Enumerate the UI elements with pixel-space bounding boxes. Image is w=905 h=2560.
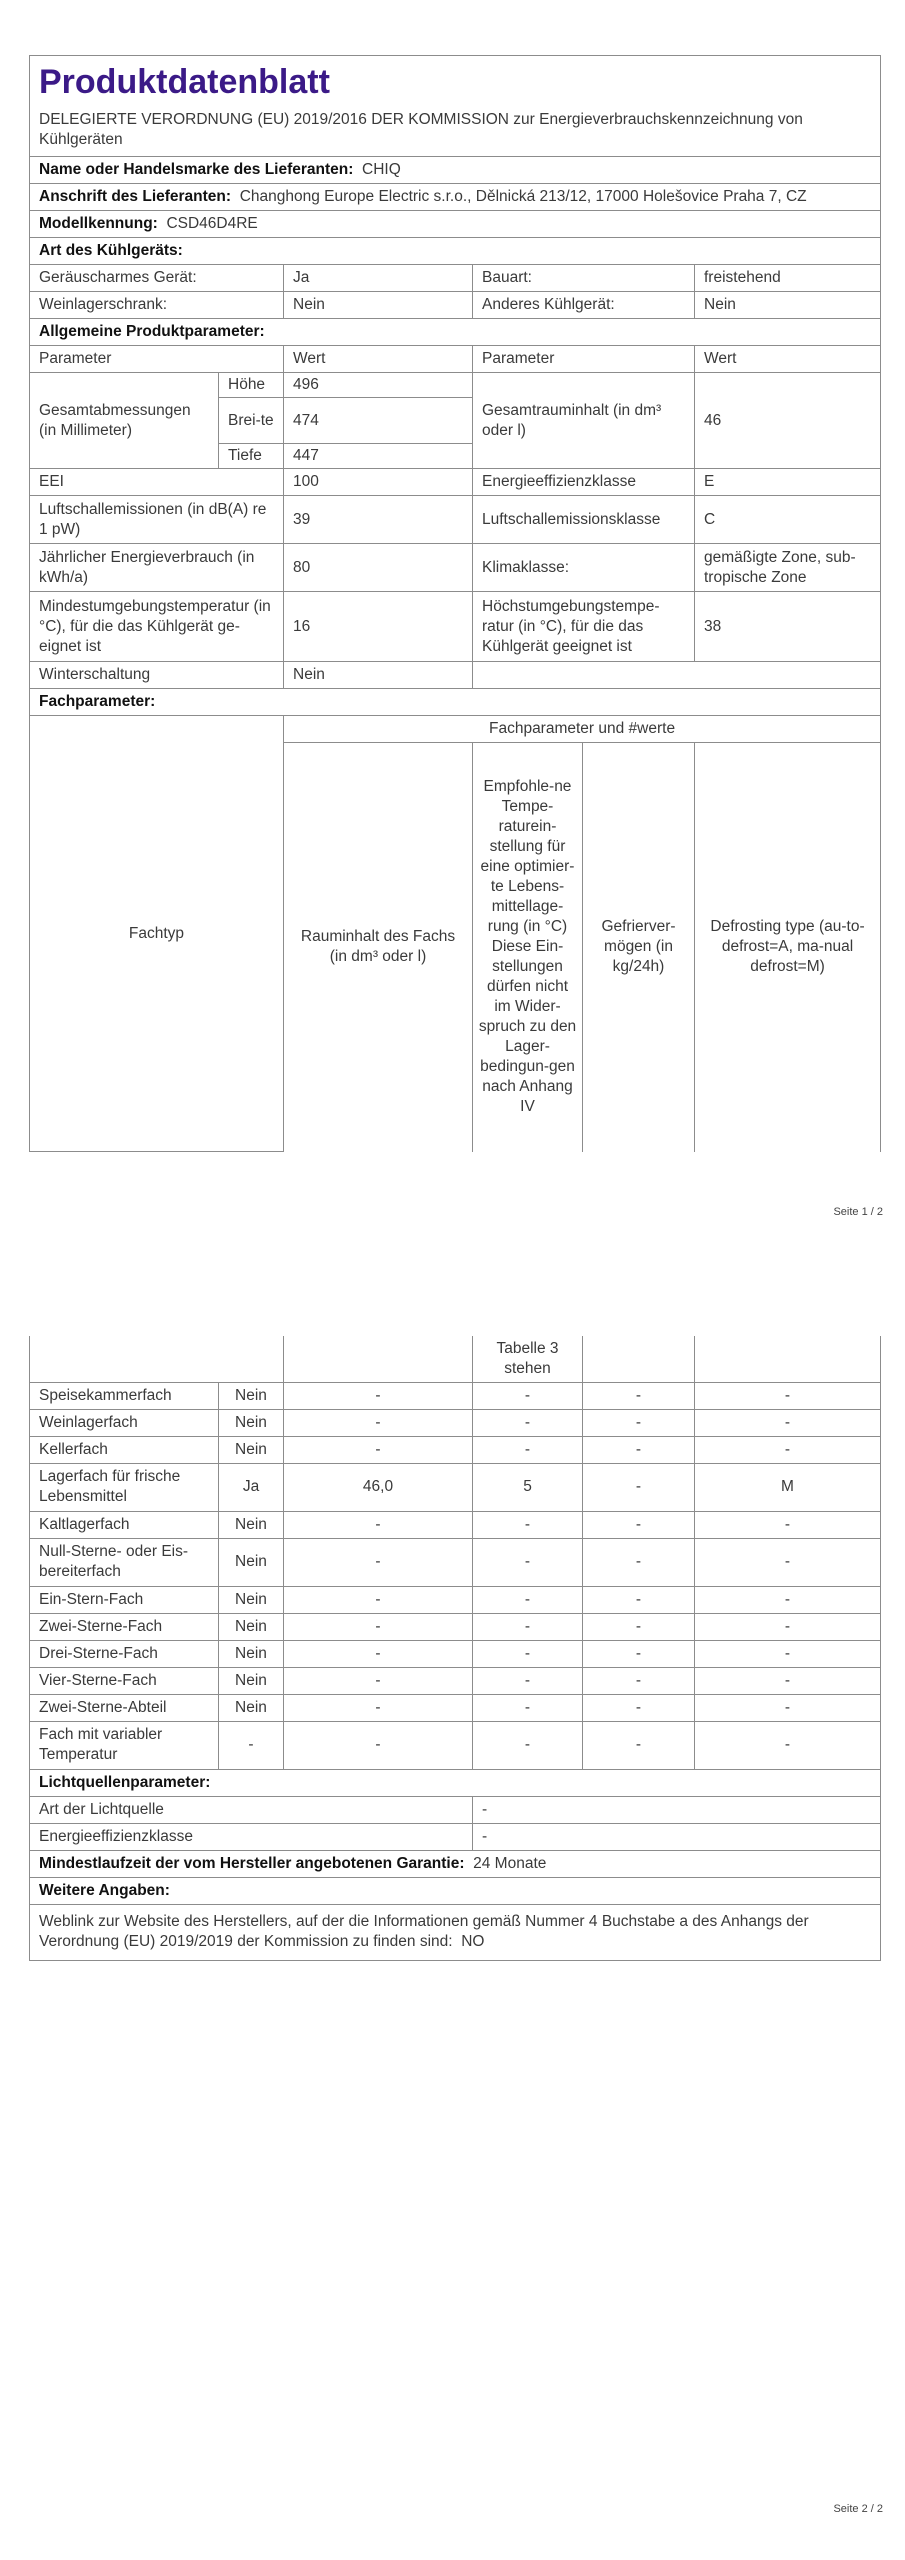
compartment-present: Nein bbox=[219, 1586, 284, 1613]
page-number-1: Seite 1 / 2 bbox=[833, 1206, 883, 1218]
further-info-value: NO bbox=[461, 1933, 485, 1950]
light-source-class-label: Energieeffizienzklasse bbox=[30, 1823, 473, 1850]
compartment-defrost-type: - bbox=[695, 1694, 881, 1721]
datasheet-table-part-2 bbox=[29, 1336, 881, 1961]
compartment-row bbox=[30, 1586, 881, 1613]
energy-consumption-label: Jährlicher Energieverbrauch (in kWh/a) bbox=[30, 544, 284, 592]
energy-class-value: E bbox=[695, 469, 881, 496]
compartment-volume: - bbox=[284, 1511, 473, 1538]
compartment-name: Zwei-Sterne-Fach bbox=[30, 1613, 219, 1640]
compartment-volume: - bbox=[284, 1382, 473, 1409]
compartment-row bbox=[30, 1667, 881, 1694]
compartment-temp: - bbox=[473, 1382, 583, 1409]
compartment-name: Speisekammerfach bbox=[30, 1382, 219, 1409]
compartment-temp: - bbox=[473, 1586, 583, 1613]
light-source-heading: Lichtquellenparameter: bbox=[30, 1769, 881, 1796]
climate-class-value: gemäßigte Zone, sub-tropische Zone bbox=[695, 544, 881, 592]
compartment-volume: - bbox=[284, 1640, 473, 1667]
compartment-freezing-capacity: - bbox=[583, 1667, 695, 1694]
compartment-volume: - bbox=[284, 1721, 473, 1769]
compartment-freezing-capacity: - bbox=[583, 1436, 695, 1463]
compartment-present: Nein bbox=[219, 1667, 284, 1694]
compartment-temp: - bbox=[473, 1667, 583, 1694]
winter-label: Winterschaltung bbox=[30, 662, 284, 689]
compartment-present: Nein bbox=[219, 1511, 284, 1538]
compartment-type-header: Fachtyp bbox=[30, 716, 284, 1152]
compartment-present: Nein bbox=[219, 1382, 284, 1409]
compartment-present: Nein bbox=[219, 1409, 284, 1436]
freezing-capacity-header-cont bbox=[583, 1336, 695, 1382]
compartment-name: Vier-Sterne-Fach bbox=[30, 1667, 219, 1694]
regulation-text: DELEGIERTE VERORDNUNG (EU) 2019/2016 DER KOMMISSION zur Energieverbrauchskennzeichnung von Kühlgeräten bbox=[39, 111, 803, 148]
supplier-row bbox=[30, 157, 881, 184]
general-params-heading: Allgemeine Produktparameter: bbox=[30, 319, 881, 346]
compartment-temp-header: Empfohle-ne Tempe-raturein-stellung für eine optimier-te Lebens-mittellage-rung (in °C) Diese Ein-stellungen dürfen nicht im Wider-spruch zu den Lager-bedingun-gen nach Anhang IV bbox=[473, 743, 583, 1152]
low-noise-label: Geräuscharmes Gerät: bbox=[30, 265, 284, 292]
noise-class-label: Luftschallemissionsklasse bbox=[473, 496, 695, 544]
min-temp-value: 16 bbox=[284, 592, 473, 662]
model-row bbox=[30, 211, 881, 238]
wine-cabinet-value: Nein bbox=[284, 292, 473, 319]
compartment-row bbox=[30, 1538, 881, 1586]
height-value: 496 bbox=[284, 373, 473, 398]
further-info-text: Weblink zur Website des Herstellers, auf der die Informationen gemäß Nummer 4 Buchstabe a des Anhangs der Verordnung (EU) 2019/2019 der Kommission zu finden sind: bbox=[39, 1913, 809, 1950]
compartment-present: - bbox=[219, 1721, 284, 1769]
compartment-defrost-type: - bbox=[695, 1382, 881, 1409]
compartment-defrost-type: - bbox=[695, 1721, 881, 1769]
compartment-volume: 46,0 bbox=[284, 1463, 473, 1511]
compartment-volume: - bbox=[284, 1586, 473, 1613]
compartment-temp: - bbox=[473, 1721, 583, 1769]
compartment-present: Nein bbox=[219, 1640, 284, 1667]
depth-label: Tiefe bbox=[219, 444, 284, 469]
compartment-freezing-capacity: - bbox=[583, 1463, 695, 1511]
depth-value: 447 bbox=[284, 444, 473, 469]
compartment-present: Nein bbox=[219, 1613, 284, 1640]
compartment-defrost-type: - bbox=[695, 1511, 881, 1538]
address-label: Anschrift des Lieferanten: bbox=[39, 188, 232, 205]
dimensions-label: Gesamtabmessungen (in Millimeter) bbox=[30, 373, 219, 469]
compartment-name: Kaltlagerfach bbox=[30, 1511, 219, 1538]
warranty-row bbox=[30, 1850, 881, 1877]
model-value: CSD46D4RE bbox=[166, 215, 258, 232]
compartment-freezing-capacity: - bbox=[583, 1538, 695, 1586]
page-title: Produktdatenblatt bbox=[39, 63, 330, 101]
defrost-type-header: Defrosting type (au-to-defrost=A, ma-nual defrost=M) bbox=[695, 743, 881, 1152]
compartment-temp: - bbox=[473, 1409, 583, 1436]
compartment-freezing-capacity: - bbox=[583, 1511, 695, 1538]
compartment-row bbox=[30, 1640, 881, 1667]
compartment-volume: - bbox=[284, 1538, 473, 1586]
compartment-name: Null-Sterne- oder Eis-bereiterfach bbox=[30, 1538, 219, 1586]
compartment-present: Ja bbox=[219, 1463, 284, 1511]
compartment-temp: 5 bbox=[473, 1463, 583, 1511]
compartment-defrost-type: - bbox=[695, 1538, 881, 1586]
compartment-temp: - bbox=[473, 1694, 583, 1721]
value-header-right: Wert bbox=[695, 346, 881, 373]
min-temp-label: Mindestumgebungstemperatur (in °C), für die das Kühlgerät ge-eignet ist bbox=[30, 592, 284, 662]
compartment-present: Nein bbox=[219, 1436, 284, 1463]
warranty-value: 24 Monate bbox=[473, 1854, 547, 1872]
compartment-temp: - bbox=[473, 1538, 583, 1586]
empty-cell bbox=[473, 662, 881, 689]
eei-value: 100 bbox=[284, 469, 473, 496]
param-header-left: Parameter bbox=[30, 346, 284, 373]
compartment-present: Nein bbox=[219, 1538, 284, 1586]
address-row bbox=[30, 184, 881, 211]
compartment-name: Fach mit variabler Temperatur bbox=[30, 1721, 219, 1769]
compartment-row bbox=[30, 1409, 881, 1436]
compartment-defrost-type: - bbox=[695, 1613, 881, 1640]
compartment-name: Ein-Stern-Fach bbox=[30, 1586, 219, 1613]
winter-value: Nein bbox=[284, 662, 473, 689]
compartment-row bbox=[30, 1613, 881, 1640]
compartment-name: Lagerfach für frische Lebensmittel bbox=[30, 1463, 219, 1511]
compartment-params-heading: Fachparameter: bbox=[30, 689, 881, 716]
compartment-defrost-type: - bbox=[695, 1640, 881, 1667]
compartment-freezing-capacity: - bbox=[583, 1409, 695, 1436]
address-value: Changhong Europe Electric s.r.o., Dělnická 213/12, 17000 Holešovice Praha 7, CZ bbox=[239, 188, 807, 205]
compartment-defrost-type: - bbox=[695, 1667, 881, 1694]
compartment-volume-header: Rauminhalt des Fachs (in dm³ oder l) bbox=[284, 743, 473, 1152]
appliance-type-heading: Art des Kühlgeräts: bbox=[30, 238, 881, 265]
energy-class-label: Energieeffizienzklasse bbox=[473, 469, 695, 496]
compartment-temp: - bbox=[473, 1436, 583, 1463]
width-value: 474 bbox=[284, 398, 473, 444]
compartment-freezing-capacity: - bbox=[583, 1694, 695, 1721]
width-label: Brei-te bbox=[219, 398, 284, 444]
datasheet-table-part-1 bbox=[29, 55, 881, 1152]
compartment-row bbox=[30, 1382, 881, 1409]
model-label: Modellkennung: bbox=[39, 215, 158, 232]
compartment-freezing-capacity: - bbox=[583, 1640, 695, 1667]
other-appliance-label: Anderes Kühlgerät: bbox=[473, 292, 695, 319]
compartment-volume: - bbox=[284, 1667, 473, 1694]
defrost-type-header-cont bbox=[695, 1336, 881, 1382]
warranty-label: Mindestlaufzeit der vom Hersteller angebotenen Garantie: bbox=[39, 1854, 465, 1872]
compartment-name: Weinlagerfach bbox=[30, 1409, 219, 1436]
compartment-volume: - bbox=[284, 1613, 473, 1640]
max-temp-label: Höchstumgebungstempe-ratur (in °C), für die das Kühlgerät geeignet ist bbox=[473, 592, 695, 662]
max-temp-value: 38 bbox=[695, 592, 881, 662]
supplier-label: Name oder Handelsmarke des Lieferanten: bbox=[39, 161, 354, 178]
compartment-defrost-type: M bbox=[695, 1463, 881, 1511]
compartment-group-header: Fachparameter und #werte bbox=[284, 716, 881, 743]
total-volume-value: 46 bbox=[695, 373, 881, 469]
compartment-row bbox=[30, 1694, 881, 1721]
design-label: Bauart: bbox=[473, 265, 695, 292]
title-cell bbox=[30, 56, 881, 157]
supplier-value: CHIQ bbox=[362, 161, 401, 178]
further-info-heading: Weitere Angaben: bbox=[30, 1877, 881, 1904]
compartment-volume: - bbox=[284, 1694, 473, 1721]
page-number-2: Seite 2 / 2 bbox=[833, 2503, 883, 2515]
low-noise-value: Ja bbox=[284, 265, 473, 292]
other-appliance-value: Nein bbox=[695, 292, 881, 319]
eei-label: EEI bbox=[30, 469, 284, 496]
compartment-present: Nein bbox=[219, 1694, 284, 1721]
compartment-defrost-type: - bbox=[695, 1586, 881, 1613]
value-header-left: Wert bbox=[284, 346, 473, 373]
compartment-temp: - bbox=[473, 1511, 583, 1538]
wine-cabinet-label: Weinlagerschrank: bbox=[30, 292, 284, 319]
energy-consumption-value: 80 bbox=[284, 544, 473, 592]
light-source-type-value: - bbox=[473, 1796, 881, 1823]
climate-class-label: Klimaklasse: bbox=[473, 544, 695, 592]
compartment-freezing-capacity: - bbox=[583, 1586, 695, 1613]
compartment-volume: - bbox=[284, 1409, 473, 1436]
compartment-defrost-type: - bbox=[695, 1409, 881, 1436]
compartment-name: Drei-Sterne-Fach bbox=[30, 1640, 219, 1667]
freezing-capacity-header: Gefrierver-mögen (in kg/24h) bbox=[583, 743, 695, 1152]
total-volume-label: Gesamtrauminhalt (in dm³ oder l) bbox=[473, 373, 695, 469]
compartment-row bbox=[30, 1436, 881, 1463]
compartment-name: Kellerfach bbox=[30, 1436, 219, 1463]
compartment-freezing-capacity: - bbox=[583, 1613, 695, 1640]
compartment-temp: - bbox=[473, 1640, 583, 1667]
compartment-type-header-cont bbox=[30, 1336, 284, 1382]
compartment-row bbox=[30, 1511, 881, 1538]
further-info-row bbox=[30, 1904, 881, 1960]
compartment-freezing-capacity: - bbox=[583, 1382, 695, 1409]
compartment-volume: - bbox=[284, 1436, 473, 1463]
compartment-defrost-type: - bbox=[695, 1436, 881, 1463]
compartment-volume-header-cont bbox=[284, 1336, 473, 1382]
compartment-name: Zwei-Sterne-Abteil bbox=[30, 1694, 219, 1721]
param-header-right: Parameter bbox=[473, 346, 695, 373]
compartment-row bbox=[30, 1721, 881, 1769]
noise-value: 39 bbox=[284, 496, 473, 544]
compartment-temp: - bbox=[473, 1613, 583, 1640]
height-label: Höhe bbox=[219, 373, 284, 398]
compartment-row bbox=[30, 1463, 881, 1511]
compartment-temp-header-cont: Tabelle 3 stehen bbox=[473, 1336, 583, 1382]
compartment-freezing-capacity: - bbox=[583, 1721, 695, 1769]
design-value: freistehend bbox=[695, 265, 881, 292]
light-source-type-label: Art der Lichtquelle bbox=[30, 1796, 473, 1823]
noise-label: Luftschallemissionen (in dB(A) re 1 pW) bbox=[30, 496, 284, 544]
noise-class-value: C bbox=[695, 496, 881, 544]
light-source-class-value: - bbox=[473, 1823, 881, 1850]
